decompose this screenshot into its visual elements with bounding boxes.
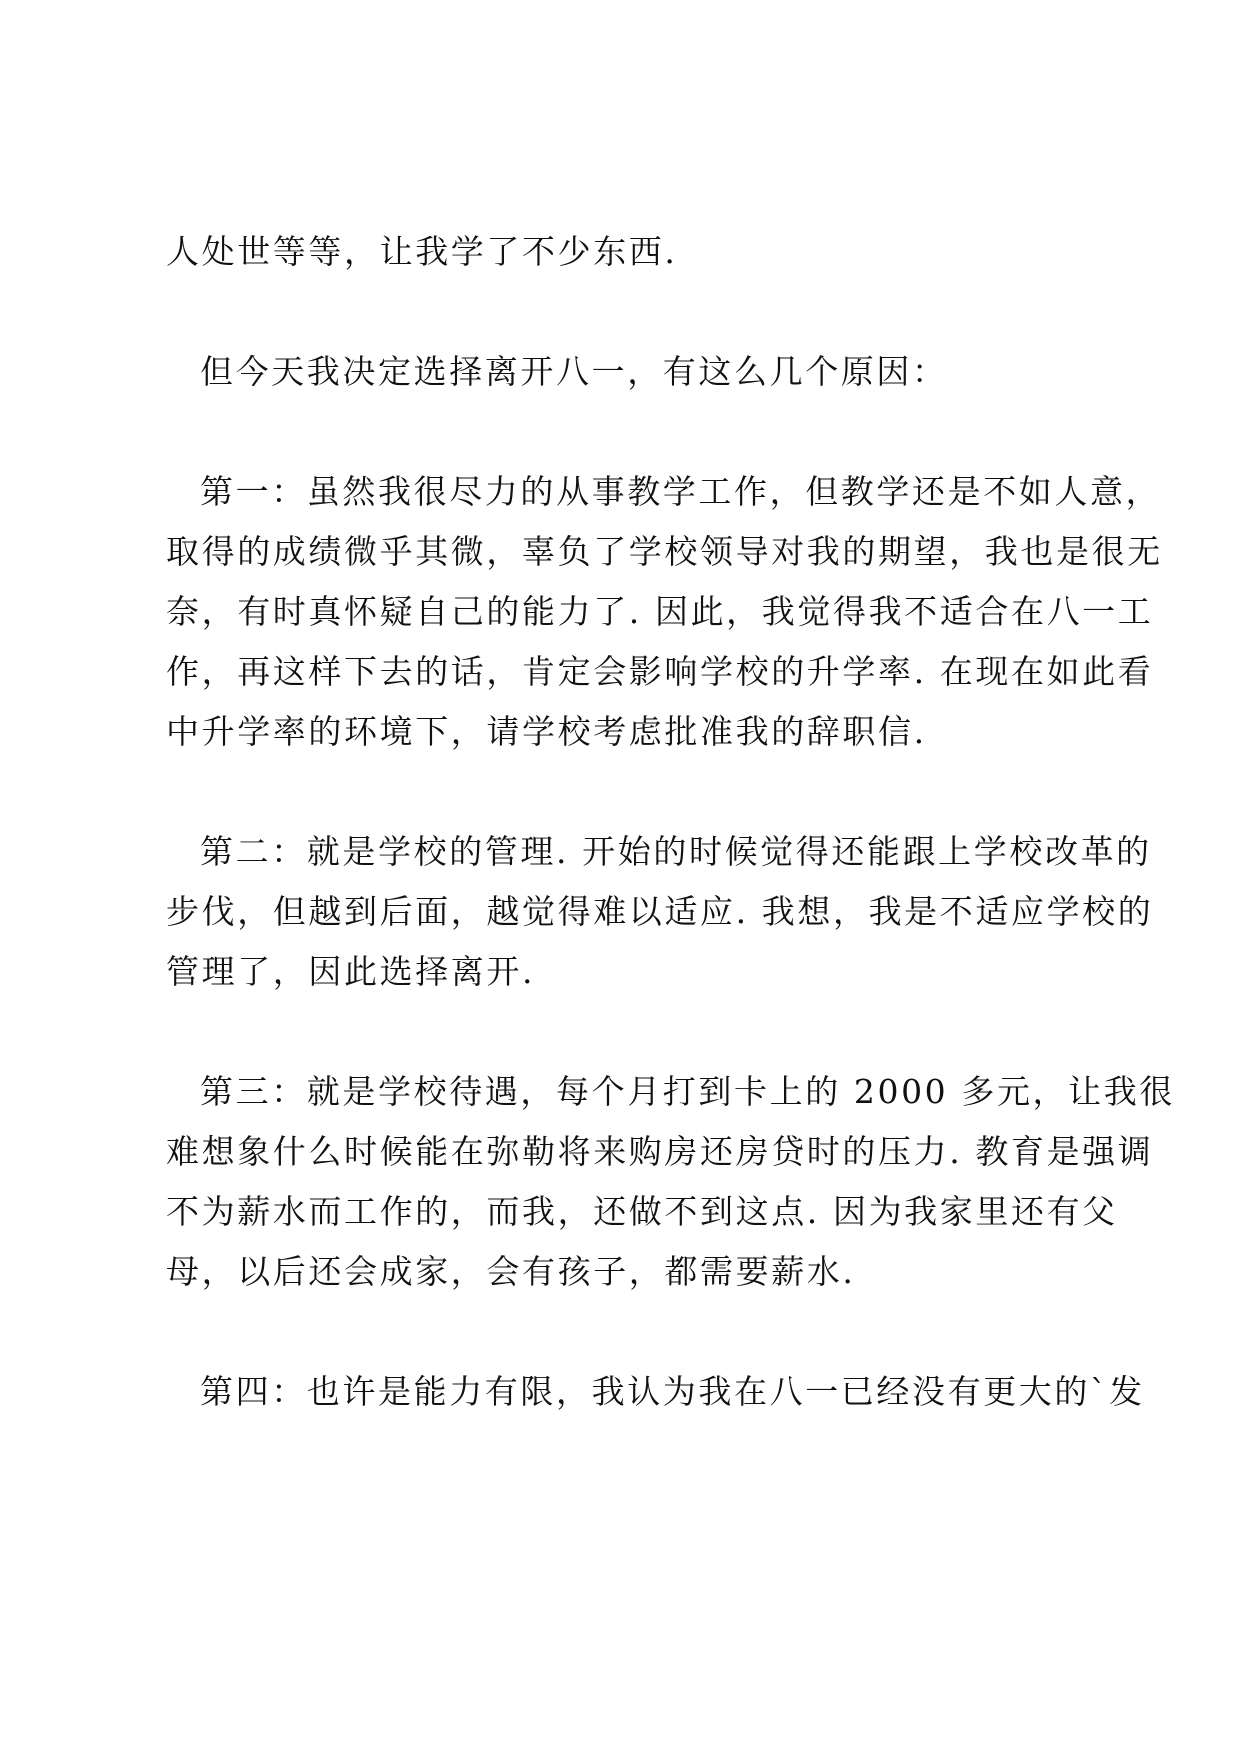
paragraph-third-line-2: 难想象什么时候能在弥勒将来购房还房贷时的压力. 教育是强调 [166,1132,1154,1171]
paragraph-second-line-2: 步伐，但越到后面，越觉得难以适应. 我想，我是不适应学校的 [166,892,1154,931]
paragraph-first-line-4: 作，再这样下去的话，肯定会影响学校的升学率. 在现在如此看 [166,652,1154,691]
paragraph-third-line-1: 第三：就是学校待遇，每个月打到卡上的 2000 多元，让我很 [200,1072,1175,1111]
paragraph-first-line-3: 奈，有时真怀疑自己的能力了. 因此，我觉得我不适合在八一工 [166,592,1154,631]
paragraph-first-line-2: 取得的成绩微乎其微，辜负了学校领导对我的期望，我也是很无 [166,532,1163,571]
paragraph-third-line-4: 母，以后还会成家，会有孩子，都需要薪水. [166,1252,856,1291]
paragraph-first-line-1: 第一：虽然我很尽力的从事教学工作，但教学还是不如人意， [200,472,1162,511]
paragraph-fourth-line-1: 第四：也许是能力有限，我认为我在八一已经没有更大的`发 [200,1372,1145,1411]
paragraph-third-line-3: 不为薪水而工作的，而我，还做不到这点. 因为我家里还有父 [166,1192,1118,1231]
paragraph-second-line-3: 管理了，因此选择离开. [166,952,536,991]
paragraph-reasons-intro: 但今天我决定选择离开八一，有这么几个原因： [200,352,948,391]
paragraph-second-line-1: 第二：就是学校的管理. 开始的时候觉得还能跟上学校改革的 [200,832,1152,871]
paragraph-first-line-5: 中升学率的环境下，请学校考虑批准我的辞职信. [166,712,927,751]
text-line: 人处世等等，让我学了不少东西. [166,232,678,271]
